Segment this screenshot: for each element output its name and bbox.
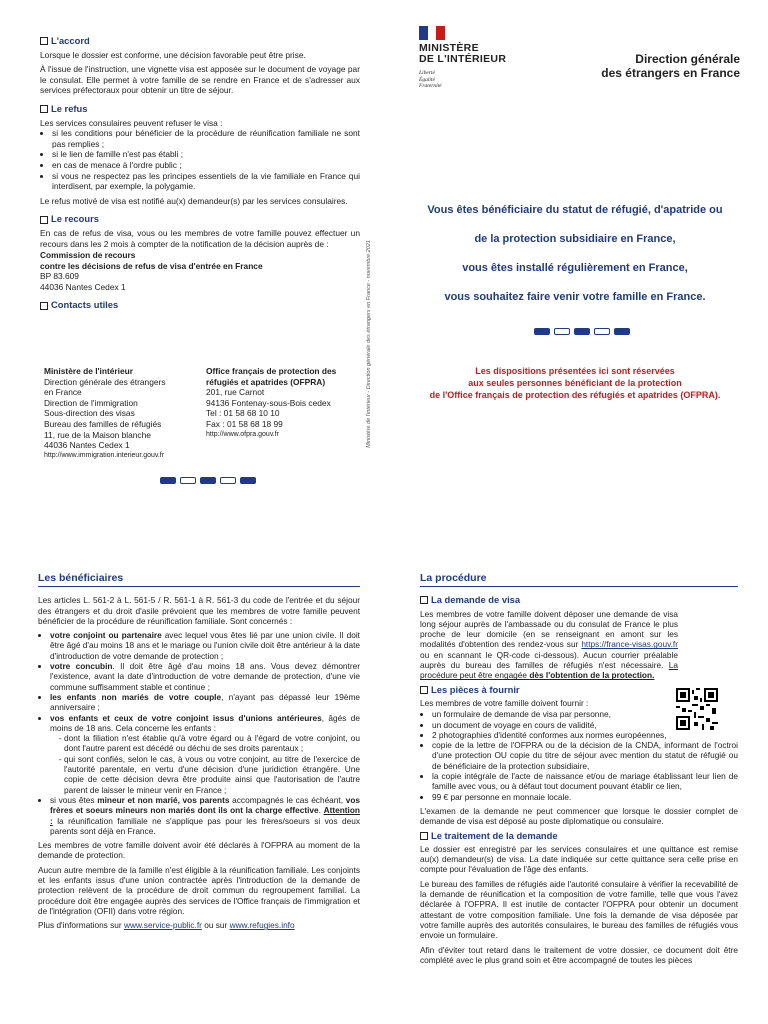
refus-list (40, 128, 360, 192)
red-line: Les dispositions présentées ici sont réservées (475, 366, 675, 376)
contact-line: 44036 Nantes Cedex 1 (44, 440, 130, 451)
vertical-credit: Ministère de l'intérieur - Direction générale des étrangers en France - novembre 2021 (366, 240, 372, 448)
ministry-line1: MINISTÈRE (419, 42, 479, 54)
beneficiaires-more: Plus d'informations sur www.service-public.fr ou sur www.refugies.info (38, 920, 295, 931)
contact-line: 201, rue Carnot (206, 387, 265, 398)
contact-line: 11, rue de la Maison blanche (44, 429, 151, 440)
list-item: • si les conditions pour bénéficier de la procédure de réunification familiale ne sont pas remplies ; (52, 128, 360, 149)
contact-line: Direction générale des étrangers (44, 376, 166, 387)
decor-dash (160, 477, 176, 484)
list-item: • en cas de menace à l'ordre public ; (52, 160, 360, 171)
contact-line: Sous-direction des visas (44, 408, 135, 419)
list-item: • vos enfants et ceux de votre conjoint issus d'unions antérieures, âgés de moins de 18 ans. Cela concerne les enfants : - dont la filiation n'est établie qu'à votre égard ou à l'égard de votre conjoint, ou dont l'autre parent est décédé ou déchu de ses droits parentaux ; - qui sont confiés, selon le cas, à vous ou votre conjoint, au titre de l'exercice de l'autorité parentale, en vertu d'une décision d'une juridiction étrangère. Une copie de cette décision devra être produite ainsi que l'autorisation de l'autre parent de laisser le mineur venir en France ; (50, 713, 360, 795)
red-line: de l'Office français de protection des réfugiés et apatrides (OFPRA). (429, 390, 721, 400)
traitement-p1: Le dossier est enregistré par les services consulaires et une quittance est remise au(x) demandeur(s) de visa. La date indiquée sur cette quittance sera celle prise en compte pour l'évaluation de l'âge des enfants. (420, 843, 738, 875)
list-item: • un formulaire de demande de visa par personne, (432, 709, 738, 719)
pieces-outro: L'examen de la demande ne peut commencer que lorsque le dossier complet de demande de visa est déposé au poste diplomatique ou consulaire. (420, 805, 738, 827)
contact-line: Tel : 01 58 68 10 10 (206, 408, 280, 419)
sub-list-item: - dont la filiation n'est établie qu'à votre égard ou à l'égard de votre conjoint, ou dont l'autre parent est décédé ou déchu de ses droits parentaux ; (64, 733, 360, 754)
beneficiaires-panel (38, 573, 360, 935)
contact-ofpra-name: Office français de protection des réfugiés et apatrides (OFPRA) (206, 366, 337, 387)
list-item: • la copie intégrale de l'acte de naissance et/ou de mariage établissant leur lien de famille avec vous, ou à défaut tout document pouvant établir ce lien, (432, 771, 738, 792)
list-item: • si vous êtes mineur et non marié, vos parents accompagnés le cas échéant, vos frères et soeurs mineurs non mariés dont ils ont la charge effective. Attention : la réunification familiale ne s'applique pas pour les frères/soeurs si vos deux parents sont déjà en France. (50, 795, 360, 836)
sub-list-item: - qui sont confiés, selon le cas, à vous ou votre conjoint, au titre de l'exercice de l'autorité parentale, en vertu d'une décision d'une juridiction étrangère. Une copie de cette décision devra être produite ainsi que l'autorisation de l'autre parent de laisser le mineur venir en France ; (64, 754, 360, 795)
intro-line: vous êtes installé régulièrement en France, (462, 262, 688, 274)
contact-ministry (44, 366, 194, 461)
service-public-link[interactable]: www.service-public.fr (123, 920, 202, 931)
motto-line: Égalité (419, 76, 435, 83)
decor-dash (240, 477, 256, 484)
demande-text: Les membres de votre famille doivent déposer une demande de visa long séjour auprès de l'ambassade ou du consulat de France le plus proche de leur domicile (en se renseignant en amont sur les modalités d'obtention des rendez-vous sur https://france-visas.gouv.fr ou en scannant le QR-code ci-dessous). Aucun courrier préalable auprès du bureau des familles de réfugiés n'est nécessaire. La procédure peut être engagée dès l'obtention de la protection. (420, 608, 678, 681)
direction-line1: Direction générale (635, 52, 740, 66)
beneficiaires-intro: Les articles L. 561-2 à L. 561-5 / R. 561-1 à R. 561-3 du code de l'entrée et du séjour des étrangers et du droit d'asile prévoient que les membres de votre famille peuvent bénéficier de la procédure de réunification familiale. Sont concernés : (38, 595, 360, 626)
list-item: • copie de la lettre de l'OFPRA ou de la décision de la CNDA, informant de l'octroi d'une protection OU copie du titre de séjour avec mention du statut de réfugié ou de bénéficiaire de la protection subsidiaire, (432, 740, 738, 771)
intro-line: Vous êtes bénéficiaire du statut de réfugié, d'apatride ou (427, 204, 723, 216)
decor-dash (220, 477, 236, 484)
decor-dash (554, 328, 570, 335)
traitement-p2: Le bureau des familles de réfugiés aide l'autorité consulaire à vérifier la recevabilité de la demande de réunification et la composition de votre famille, telle que vous l'avez déclarée à l'OFPRA. Il est inutile de contacter l'OFPRA pour obtenir un document attestant de votre composition familiale. Une fois la demande de visa déposée par votre famille auprès des autorités consulaires, le bureau des familles de réfugiés vous envoie un formulaire. (420, 878, 738, 941)
contact-line: Bureau des familles de réfugiés (44, 418, 162, 429)
list-item: • si vous ne respectez pas les principes essentiels de la vie familiale en France qui interdisent, par exemple, la polygamie. (52, 171, 360, 192)
list-item: • votre concubin. Il doit être âgé d'au moins 18 ans. Vous devez démontrer l'existence, avant la date d'introduction de votre demande de protection, d'une vie commune suffisamment stable et continue ; (50, 661, 360, 692)
contact-line: Fax : 01 58 68 18 99 (206, 418, 283, 429)
checkbox-icon (420, 686, 428, 694)
pieces-intro: Les membres de votre famille doivent fournir : (420, 697, 589, 708)
decor-dashes-left (160, 477, 256, 484)
contact-line: en France (44, 387, 82, 398)
contacts-heading: Contacts utiles (40, 300, 360, 311)
accord-p1: Lorsque le dossier est conforme, une décision favorable peut être prise. (40, 49, 306, 60)
decor-dash (534, 328, 550, 335)
contact-line: 94136 Fontenay-sous-Bois cedex (206, 397, 331, 408)
motto (419, 70, 539, 90)
beneficiaires-list (38, 630, 360, 836)
decor-dash (200, 477, 216, 484)
traitement-p3: Afin d'éviter tout retard dans le traitement de votre dossier, ce document doit être complété avec le plus grand soin et être accompagné de toutes les pièces (420, 944, 738, 965)
marianne-logo-icon (419, 26, 445, 40)
procedure-title: La procédure (420, 573, 738, 587)
red-line: aux seules personnes bénéficiant de la protection (468, 378, 682, 388)
recours-org1: Commission de recours (40, 250, 136, 261)
decor-dashes-right (534, 328, 630, 335)
intro-line: vous souhaitez faire venir votre famille en France. (444, 291, 706, 303)
qr-code-icon[interactable] (676, 688, 718, 730)
beneficiaires-title: Les bénéficiaires (38, 573, 360, 587)
refus-outro: Le refus motivé de visa est notifié au(x) demandeur(s) par les services consulaires. (40, 195, 348, 206)
motto-line: Liberté (419, 70, 435, 76)
contact-ministry-url[interactable]: http://www.immigration.interieur.gouv.fr (44, 451, 165, 459)
refus-heading: Le refus (40, 104, 360, 115)
checkbox-icon (40, 302, 48, 310)
list-item: • 2 photographies d'identité conformes aux normes européennes, (432, 730, 738, 740)
contact-line: Direction de l'immigration (44, 397, 138, 408)
ministry-line2: DE L'INTÉRIEUR (419, 53, 507, 65)
red-notice (405, 365, 745, 401)
procedure-panel (420, 573, 738, 969)
checkbox-icon (40, 37, 48, 45)
top-left-panel (40, 36, 360, 314)
decor-dash (594, 328, 610, 335)
list-item: • un document de voyage en cours de validité, (432, 720, 738, 730)
decor-dash (614, 328, 630, 335)
checkbox-icon (40, 216, 48, 224)
list-item: • si le lien de famille n'est pas établi ; (52, 149, 360, 160)
contact-ofpra-url[interactable]: http://www.ofpra.gouv.fr (206, 430, 280, 438)
france-visas-link[interactable]: https://france-visas.gouv.fr (581, 639, 678, 650)
intro-block (405, 204, 745, 303)
direction-title (560, 52, 740, 80)
list-item: • votre conjoint ou partenaire avec lequel vous êtes lié par une union civile. Il doit être âgé d'au moins 18 ans et le mariage ou l'union civile doit être antérieur à la date d'introduction de votre demande de protection ; (50, 630, 360, 661)
direction-line2: des étrangers en France (601, 66, 740, 80)
decor-dash (574, 328, 590, 335)
accord-heading: L'accord (40, 36, 360, 47)
recours-addr1: BP 83.609 (40, 271, 79, 282)
contact-ministry-name: Ministère de l'intérieur (44, 366, 134, 376)
list-item: • les enfants non mariés de votre couple, n'ayant pas dépassé leur 19ème anniversaire ; (50, 692, 360, 713)
ministry-logo (419, 26, 539, 90)
recours-addr2: 44036 Nantes Cedex 1 (40, 281, 126, 292)
accord-p2: À l'issue de l'instruction, une vignette visa est apposée sur le document de voyage par le consulat. Elle permet à votre famille de se rendre en France et de s'adresser aux services préfectoraux pour obtenir un titre de séjour. (40, 64, 360, 96)
intro-line: de la protection subsidiaire en France, (474, 233, 676, 245)
refugies-link[interactable]: www.refugies.info (229, 920, 295, 931)
motto-line: Fraternité (419, 83, 442, 89)
recours-heading: Le recours (40, 214, 360, 225)
pieces-heading: Les pièces à fournir (420, 685, 738, 695)
list-item: • 99 € par personne en monnaie locale. (432, 792, 738, 802)
traitement-heading: Le traitement de la demande (420, 831, 738, 841)
decor-dash (180, 477, 196, 484)
checkbox-icon (40, 105, 48, 113)
demande-heading: La demande de visa (420, 595, 738, 605)
recours-p1: En cas de refus de visa, vous ou les membres de votre famille pouvez effectuer un recours dans les 2 mois à compter de la notification de la décision auprès de : (40, 227, 360, 249)
recours-org2: contre les décisions de refus de visa d'entrée en France (40, 260, 263, 271)
contact-ofpra (206, 366, 346, 440)
beneficiaires-p2: Les membres de votre famille doivent avoir été déclarés à l'OFPRA au moment de la demande de protection. (38, 840, 360, 861)
beneficiaires-p3: Aucun autre membre de la famille n'est éligible à la réunification familiale. Les conjoints et les enfants issus d'une union contractée après l'introduction de la demande de protection relèvent de la procédure de droit commun du regroupement familial. La procédure doit être engagée auprès des services de l'Office français de l'immigration et de l'intégration (OFII) dans votre région. (38, 864, 360, 916)
checkbox-icon (420, 596, 428, 604)
refus-intro: Les services consulaires peuvent refuser le visa : (40, 117, 223, 128)
checkbox-icon (420, 832, 428, 840)
